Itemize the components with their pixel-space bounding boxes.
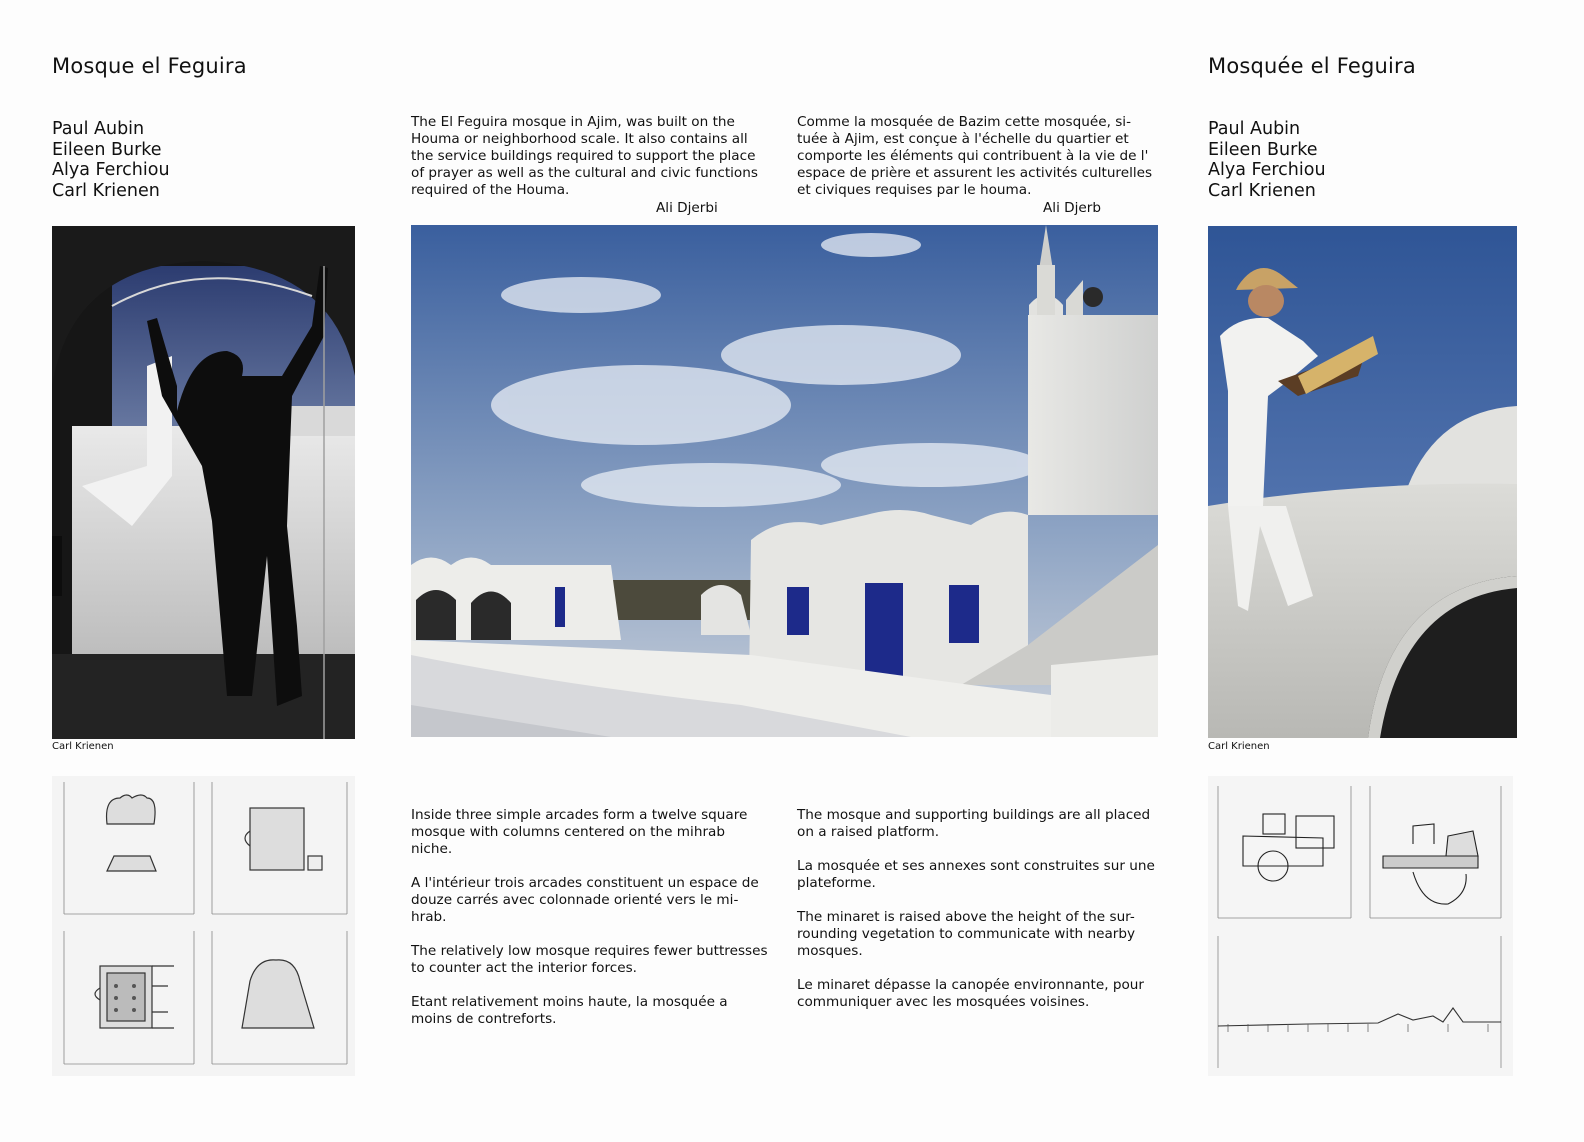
intro-french-signature: Ali Djerb [1043, 200, 1101, 216]
photo-mosque-main [411, 225, 1158, 737]
left-authors [52, 119, 170, 201]
photo-man-sketching [1208, 226, 1517, 738]
author: Carl Krienen [52, 180, 160, 201]
paragraph: Le minaret dépasse la canopée environnante, pour communiquer avec les mosquées voisines. [797, 977, 1144, 1010]
author: Alya Ferchiou [1208, 160, 1326, 180]
author: Paul Aubin [52, 119, 145, 139]
author: Carl Krienen [1208, 180, 1316, 201]
body-right-text [797, 807, 1159, 1028]
paragraph: The mosque and supporting buildings are all placed on a raised platform. [797, 807, 1151, 840]
paragraph: A l'intérieur trois arcades constituent un espace de douze carrés avec colonnade orienté vers le mi-hrab. [411, 875, 759, 925]
left-title: Mosque el Feguira [52, 54, 247, 78]
paragraph: La mosquée et ses annexes sont construites sur une plateforme. [797, 858, 1155, 891]
paragraph: The relatively low mosque requires fewer buttresses to counter act the interior forces. [411, 943, 768, 976]
plan-sketches-right [1208, 776, 1513, 1076]
author: Alya Ferchiou [52, 160, 170, 180]
intro-english: The El Feguira mosque in Ajim, was built on the Houma or neighborhood scale. It also contains all the service buildings required to support the place of prayer as well as the cultural and civic functions required of the Houma. [411, 114, 758, 198]
paragraph: The minaret is raised above the height of the sur-rounding vegetation to communicate with nearby mosques. [797, 909, 1136, 959]
author: Eileen Burke [52, 139, 162, 160]
right-authors [1208, 119, 1326, 201]
right-title: Mosquée el Feguira [1208, 54, 1416, 78]
plan-sketches-left [52, 776, 355, 1076]
paragraph: Etant relativement moins haute, la mosquée a moins de contreforts. [411, 994, 728, 1027]
left-photo-credit: Carl Krienen [52, 741, 114, 752]
intro-english-signature: Ali Djerbi [656, 200, 718, 216]
right-photo-credit: Carl Krienen [1208, 741, 1270, 752]
photo-silhouette [52, 226, 355, 739]
intro-french: Comme la mosquée de Bazim cette mosquée, si-tuée à Ajim, est conçue à l'échelle du quartier et comporte les éléments qui contribuent à la vie de l' espace de prière et assurent les activités culturelles et civiques requises par le houma. [797, 114, 1153, 198]
author: Paul Aubin [1208, 119, 1301, 139]
body-left-text [411, 807, 769, 1045]
author: Eileen Burke [1208, 139, 1318, 160]
paragraph: Inside three simple arcades form a twelve square mosque with columns centered on the mihrab niche. [411, 807, 748, 857]
